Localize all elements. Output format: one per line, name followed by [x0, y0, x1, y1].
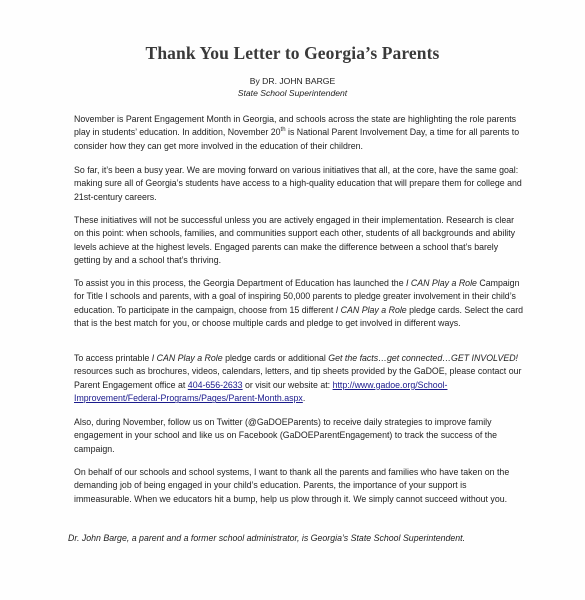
paragraph-5-text-a: To access printable: [74, 353, 152, 363]
campaign-name: I CAN Play a Role: [151, 353, 223, 363]
paragraph-5-text-b: pledge cards or additional: [222, 353, 329, 363]
paragraph-1-text-a: November is Parent Engagement Month in Georgia, and schools across the state are highlighting the role parents play in students’ education. In addition, November 20: [74, 114, 517, 138]
paragraph-5-text-e: .: [302, 393, 306, 404]
letter-title: Thank You Letter to Georgia’s Parents: [145, 43, 440, 63]
paragraph-4-text-c: pledge cards. Select the card that is the best match for you, or choose multiple cards and pledge to get involved in different ways.: [74, 304, 524, 329]
signoff: Dr. John Barge, a parent and a former school administrator, is Georgia’s State School Superintendent.: [68, 533, 466, 543]
ordinal-suffix: th: [280, 127, 286, 134]
paragraph-4-text-b: Campaign for Title I schools and parents, with a goal of inspiring 50,000 parents to pledge greater involvement in their child’s education. To participate in the campaign, choose from 15 different: [74, 278, 520, 315]
byline: [0, 75, 585, 99]
byline-role: State School Superintendent: [237, 88, 348, 98]
paragraph-7: On behalf of our schools and school systems, I want to thank all the parents and families who have taken on the demanding job of being engaged in your child’s education. Parents, the importance of your support is immeasurable. When we educators hit a bump, help us plow through it. We simply cannot succeed without you.: [74, 467, 510, 504]
phone-link[interactable]: 404-656-2633: [187, 379, 243, 390]
paragraph-4: [74, 277, 526, 331]
paragraph-1-text-b: is National Parent Involvement Day, a time for all parents to consider how they can get more involved in the education of their children.: [74, 127, 520, 151]
resource-name: Get the facts…get connected…GET INVOLVED!: [328, 353, 518, 363]
campaign-name: I CAN Play a Role: [406, 278, 477, 288]
byline-author: By DR. JOHN BARGE: [249, 76, 336, 86]
paragraph-5: [74, 352, 526, 406]
paragraph-4-text-a: To assist you in this process, the Georgia Department of Education has launched the: [74, 278, 407, 288]
paragraph-6: Also, during November, follow us on Twitter (@GaDOEParents) to receive daily strategies to improve family engagement in your school and like us on Facebook (GaDOEParentEngagement) to track the success of the campaign.: [74, 417, 497, 454]
paragraph-3: These initiatives will not be successful unless you are actively engaged in their implementation. Research is clear on this point: when schools, families, and communities support each other, students of all backgrounds and ability levels achieve at the highest levels. Engaged parents can make the difference between a school that’s barely getting by and a school that’s thriving.: [74, 215, 516, 266]
paragraph-2: So far, it’s been a busy year. We are moving forward on various initiatives that all, at the core, have the same goal: making sure all of Georgia’s students have access to a high-quality education that will prepare them for college and 21st-century careers.: [74, 165, 522, 202]
paragraph-1: [74, 113, 526, 153]
paragraph-5-text-d: or visit our website at:: [242, 379, 333, 390]
campaign-name: I CAN Play a Role: [335, 304, 407, 315]
website-link[interactable]: http://www.gadoe.org/School-Improvement/Federal-Programs/Pages/Parent-Month.aspx: [74, 379, 448, 404]
paragraph-5-text-c: resources such as brochures, videos, calendars, letters, and tip sheets provided by the GaDOE, please contact our Parent Engagement office at: [74, 366, 522, 390]
